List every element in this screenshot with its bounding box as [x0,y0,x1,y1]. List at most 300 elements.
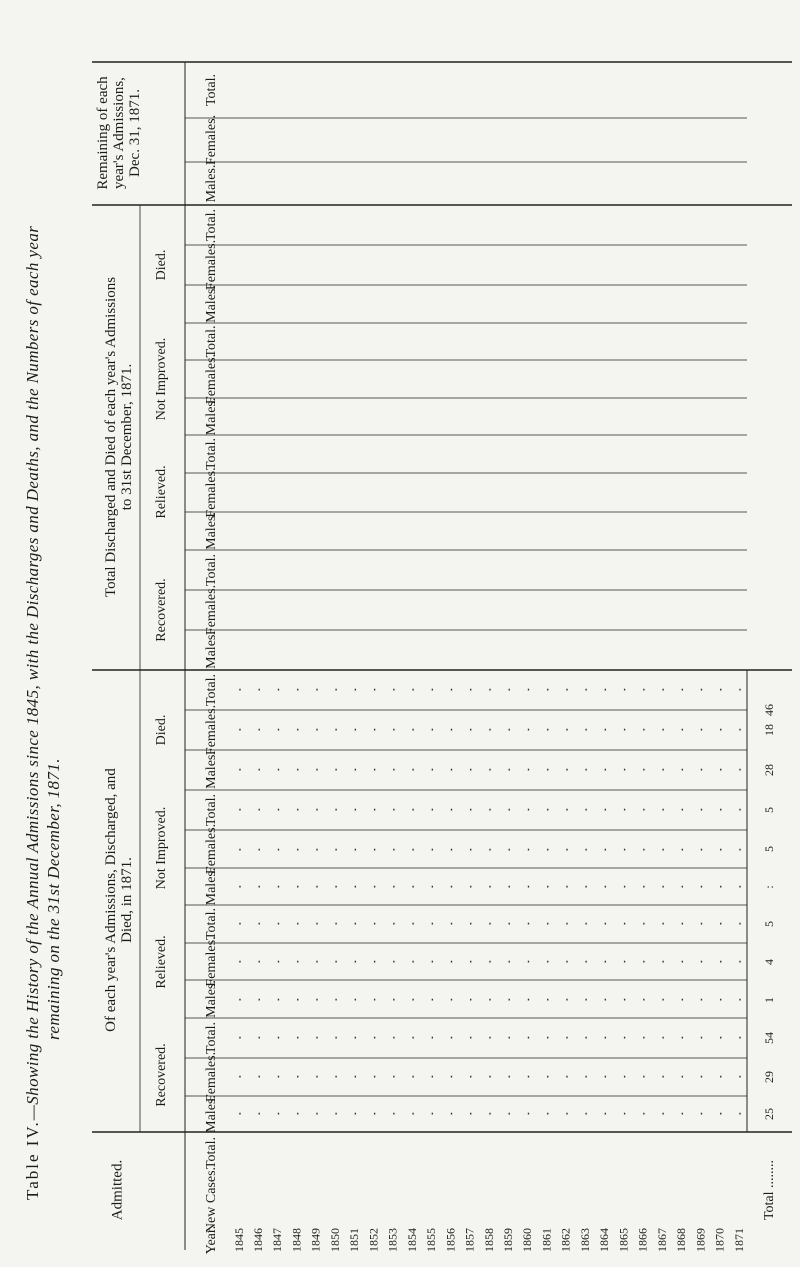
dot-leader: · [313,803,321,818]
dot-leader: · [621,683,629,698]
dot-leader: · [717,683,725,698]
dot-leader: · [659,993,667,1008]
dot-leader: · [640,1070,648,1085]
dot-leader: · [736,683,744,698]
females-col-label: Females. [204,584,220,636]
dot-leader: · [409,1107,417,1122]
dot-leader: · [582,880,590,895]
dot-leader: · [274,880,283,895]
dot-leader: · [332,723,340,738]
dot-leader: · [294,763,302,778]
dot-leader: · [371,803,379,818]
total-not-improved-males: : [761,885,776,889]
dot-leader: · [659,843,667,858]
dot-leader: · [351,880,359,895]
dot-leader: · [332,955,340,970]
dot-leader: · [601,763,609,778]
year-cell: 1849 [308,1228,323,1252]
dot-leader: · [274,723,283,738]
dot-leader: · [697,993,706,1008]
relieved-group-label: Relieved. [154,465,170,519]
dot-leader: · [467,993,475,1008]
females-col-label: Females. [204,114,220,166]
table-number: Table IV. [23,1120,42,1200]
total-col-label: Total. [204,907,220,941]
dot-leader: · [294,1107,302,1122]
dot-leader: · [582,843,590,858]
dot-leader: · [582,955,590,970]
total-not-improved-females: 5 [761,846,776,852]
dot-leader: · [390,803,398,818]
dot-leader: · [447,917,456,932]
dot-leader: · [255,843,263,858]
dot-leader: · [409,955,417,970]
dot-leader: · [524,917,533,932]
dot-leader: · [678,993,686,1008]
year-cell: 1871 [731,1228,746,1252]
dot-leader: · [255,955,263,970]
dot-leader: · [486,993,494,1008]
dot-leader: · [255,683,263,698]
dot-leader: · [621,917,629,932]
dot-leader: · [409,1031,417,1046]
dot-leader: · [390,843,398,858]
dot-leader: · [428,1107,436,1122]
dot-leader: · [524,1107,533,1122]
dot-leader: · [563,723,571,738]
dot-leader: · [486,880,494,895]
dot-leader: · [390,683,398,698]
dot-leader: · [505,993,513,1008]
dot-leader: · [313,917,321,932]
dot-leader: · [544,1031,552,1046]
dot-leader: · [563,955,571,970]
dot-leader: · [678,880,686,895]
total-col-label: Total. [204,1021,220,1055]
dot-leader: · [544,955,552,970]
dot-leader: · [640,880,648,895]
dot-leader: · [659,1031,667,1046]
dot-leader: · [313,880,321,895]
dot-leader: · [621,1031,629,1046]
year-cell: 1859 [500,1228,515,1252]
dot-leader: · [678,917,686,932]
total-col-label: Total. [204,208,220,242]
dot-leader: · [390,1107,398,1122]
dot-leader: · [736,723,744,738]
year-cell: 1861 [539,1228,554,1252]
dot-leader: · [351,1070,359,1085]
relieved-1871-group-label: Relieved. [154,935,170,989]
males-col-label: Males. [204,751,220,789]
dot-leader: · [524,723,533,738]
dot-leader: · [640,993,648,1008]
dot-leader: · [447,803,456,818]
dot-leader: · [736,1107,744,1122]
dot-leader: · [544,843,552,858]
dot-leader: · [274,763,283,778]
dot-leader: · [544,917,552,932]
dot-leader: · [390,1070,398,1085]
dot-leader: · [563,1070,571,1085]
dot-leader: · [467,803,475,818]
total-col-label: Total. [204,553,220,587]
remaining-header: Remaining of eachyear's Admissions,Dec. 31, 1871. [95,76,143,190]
year-cell: 1853 [385,1228,400,1252]
dot-leader: · [255,917,263,932]
dot-leader: · [601,880,609,895]
females-col-label: Females. [204,353,220,405]
total-relieved-males: 1 [761,997,776,1003]
males-col-label: Males. [204,397,220,436]
not-improved-group-label: Not Improved. [154,337,170,421]
dot-leader: · [717,993,725,1008]
males-col-label: Males. [204,512,220,550]
dot-leader: · [505,1031,513,1046]
dot-leader: · [640,723,648,738]
dot-leader: · [717,843,725,858]
dot-leader: · [274,1107,283,1122]
dot-leader: · [621,803,629,818]
dot-leader: · [371,993,379,1008]
year-cell: 1857 [462,1228,477,1252]
dot-leader: · [659,880,667,895]
dot-leader: · [736,993,744,1008]
dot-leader: · [274,1070,283,1085]
dot-leader: · [255,723,263,738]
dot-leader: · [236,917,244,932]
total-col-label: Total. [204,73,220,107]
dot-leader: · [428,803,436,818]
dot-leader: · [294,880,302,895]
dot-leader: · [678,1070,686,1085]
dot-leader: · [621,1070,629,1085]
dot-leader: · [505,843,513,858]
dot-leader: · [447,955,456,970]
dot-leader: · [505,880,513,895]
dot-leader: · [274,843,283,858]
dot-leader: · [467,955,475,970]
dot-leader: · [447,1070,456,1085]
dot-leader: · [467,1070,475,1085]
dot-leader: · [640,1107,648,1122]
dot-leader: · [390,993,398,1008]
dot-leader: · [717,1107,725,1122]
dot-leader: · [544,723,552,738]
dot-leader: · [294,1031,302,1046]
dot-leader: · [736,803,744,818]
dot-leader: · [447,843,456,858]
dot-leader: · [678,723,686,738]
dot-leader: · [351,683,359,698]
dot-leader: · [467,723,475,738]
dot-leader: · [294,683,302,698]
dot-leader: · [505,683,513,698]
dot-leader: · [390,763,398,778]
year-cell: 1855 [424,1228,439,1252]
dot-leader: · [524,955,533,970]
dot-leader: · [544,683,552,698]
recovered-group-label: Recovered. [154,578,170,642]
dot-leader: · [582,1031,590,1046]
total-discharged-header: Total Discharged and Died of each year's Admissionsto 31st December, 1871. [103,276,135,598]
dot-leader: · [447,683,456,698]
dot-leader: · [390,955,398,970]
dot-leader: · [447,1031,456,1046]
dot-leader: · [717,803,725,818]
dot-leader: · [390,723,398,738]
dot-leader: · [717,880,725,895]
females-col-label: Females. [204,823,220,875]
dot-leader: · [505,1107,513,1122]
dot-leader: · [428,880,436,895]
dot-leader: · [678,843,686,858]
dot-leader: · [255,1107,263,1122]
dot-leader: · [255,763,263,778]
dot-leader: · [313,1070,321,1085]
dot-leader: · [332,1031,340,1046]
dot-leader: · [601,803,609,818]
dot-leader: · [447,763,456,778]
males-col-label: Males. [204,631,220,669]
dot-leader: · [697,1107,706,1122]
dot-leader: · [601,723,609,738]
dot-leader: · [467,843,475,858]
dot-leader: · [582,993,590,1008]
dot-leader: · [409,917,417,932]
year-cell: 1845 [231,1228,246,1252]
total-died-males: 28 [761,764,776,776]
year-cell: 1848 [289,1228,304,1252]
dot-leader: · [236,683,244,698]
dot-leader: · [505,723,513,738]
total-col-label: Total. [204,325,220,358]
dot-leader: · [640,955,648,970]
dot-leader: · [255,803,263,818]
dot-leader: · [524,803,533,818]
dot-leader: · [313,683,321,698]
total-died-total: 46 [761,704,776,716]
dot-leader: · [544,1107,552,1122]
dot-leader: · [236,1031,244,1046]
dot-leader: · [601,1107,609,1122]
dot-leader: · [717,723,725,738]
dot-leader: · [505,803,513,818]
dot-leader: · [524,843,533,858]
dot-leader: · [659,1107,667,1122]
dot-leader: · [659,803,667,818]
year-cell: 1856 [443,1228,458,1252]
dot-leader: · [351,763,359,778]
dot-leader: · [582,917,590,932]
dot-leader: · [351,955,359,970]
dot-leader: · [294,843,302,858]
year-cell: 1847 [270,1228,285,1252]
dot-leader: · [351,1031,359,1046]
year-cell: 1860 [520,1228,535,1252]
dot-leader: · [659,917,667,932]
dot-leader: · [601,917,609,932]
died-1871-group-label: Died. [154,714,170,746]
dot-leader: · [736,1031,744,1046]
title-line-2: remaining on the 31st December, 1871. [44,758,63,1040]
dot-leader: · [313,955,321,970]
dot-leader: · [524,1070,533,1085]
dot-leader: · [409,1070,417,1085]
dot-leader: · [544,993,552,1008]
males-col-label: Males. [204,867,220,906]
dot-leader: · [447,1107,456,1122]
dot-leader: · [601,683,609,698]
dot-leader: · [371,955,379,970]
year-cell: 1870 [712,1228,727,1252]
dot-leader: · [582,723,590,738]
dot-leader: · [486,803,494,818]
total-col-label: Total. [204,437,220,471]
dot-leader: · [255,993,263,1008]
dot-leader: · [524,880,533,895]
dot-leader: · [274,955,283,970]
dot-leader: · [621,955,629,970]
dot-leader: · [524,993,533,1008]
dot-leader: · [332,880,340,895]
dot-leader: · [274,1031,283,1046]
dot-leader: · [563,803,571,818]
year-cell: 1865 [616,1228,631,1252]
dot-leader: · [236,993,244,1008]
dot-leader: · [236,1107,244,1122]
dot-leader: · [678,955,686,970]
dot-leader: · [659,763,667,778]
dot-leader: · [313,1107,321,1122]
total-recovered-females: 29 [761,1071,776,1083]
of-each-year-1871-header: Of each year's Admissions, Discharged, andDied, in 1871. [103,768,135,1032]
year-cell: 1863 [577,1228,592,1252]
dot-leader: · [582,763,590,778]
dot-leader: · [697,843,706,858]
dot-leader: · [313,723,321,738]
dot-leader: · [678,803,686,818]
females-col-label: Females. [204,704,220,756]
admitted-total-col-label: Total. [204,1136,220,1170]
dot-leader: · [582,683,590,698]
dot-leader: · [563,993,571,1008]
not-improved-1871-group-label: Not Improved. [154,806,170,890]
died-group-label: Died. [154,249,170,281]
dot-leader: · [697,723,706,738]
dot-leader: · [697,683,706,698]
dot-leader: · [409,723,417,738]
total-recovered-males: 25 [761,1108,776,1120]
dot-leader: · [621,763,629,778]
dot-leader: · [717,1031,725,1046]
dot-leader: · [717,763,725,778]
dot-leader: · [332,993,340,1008]
dot-leader: · [332,917,340,932]
dot-leader: · [640,683,648,698]
total-recovered-total: 54 [761,1032,776,1044]
year-cell: 1850 [327,1228,342,1252]
dot-leader: · [332,843,340,858]
year-col-label: Year. [204,1225,220,1255]
males-col-label: Males. [204,164,220,203]
dot-leader: · [736,880,744,895]
dot-leader: · [486,917,494,932]
dot-leader: · [601,955,609,970]
dot-leader: · [659,723,667,738]
dot-leader: · [409,763,417,778]
females-col-label: Females. [204,936,220,987]
dot-leader: · [236,763,244,778]
dot-leader: · [467,917,475,932]
dot-leader: · [428,1070,436,1085]
dot-leader: · [371,1031,379,1046]
total-relieved-total: 5 [761,921,776,927]
total-died-females: 18 [761,724,776,736]
dot-leader: · [467,683,475,698]
dot-leader: · [428,843,436,858]
dot-leader: · [736,763,744,778]
dot-leader: · [236,843,244,858]
dot-leader: · [621,1107,629,1122]
dot-leader: · [505,955,513,970]
dot-leader: · [640,763,648,778]
dot-leader: · [236,880,244,895]
males-col-label: Males. [204,980,220,1018]
dot-leader: · [313,843,321,858]
title-line-1: —Showing the History of the Annual Admissions since 1845, with the Discharges and Deaths, and the Numbers of each year [23,225,42,1121]
dot-leader: · [486,955,494,970]
dot-leader: · [640,1031,648,1046]
total-row-label: Total ........ [762,1159,778,1221]
dot-leader: · [505,1070,513,1085]
dot-leader: · [351,723,359,738]
dot-leader: · [390,917,398,932]
dot-leader: · [390,1031,398,1046]
dot-leader: · [697,1070,706,1085]
dot-leader: · [428,993,436,1008]
dot-leader: · [563,763,571,778]
total-col-label: Total. [204,793,220,827]
dot-leader: · [486,723,494,738]
dot-leader: · [371,1107,379,1122]
dot-leader: · [332,1107,340,1122]
dot-leader: · [274,803,283,818]
dot-leader: · [332,803,340,818]
recovered-1871-group-label: Recovered. [154,1043,170,1107]
dot-leader: · [236,723,244,738]
dot-leader: · [621,880,629,895]
dot-leader: · [255,1070,263,1085]
dot-leader: · [601,843,609,858]
dot-leader: · [582,1107,590,1122]
dot-leader: · [697,763,706,778]
dot-leader: · [524,1031,533,1046]
dot-leader: · [601,1070,609,1085]
dot-leader: · [371,723,379,738]
females-col-label: Females. [204,239,220,291]
dot-leader: · [371,880,379,895]
dot-leader: · [428,955,436,970]
dot-leader: · [313,1031,321,1046]
males-col-label: Males. [204,285,220,323]
dot-leader: · [486,843,494,858]
dot-leader: · [447,723,456,738]
year-cell: 1869 [693,1228,708,1252]
dot-leader: · [524,683,533,698]
year-cell: 1846 [250,1228,265,1252]
dot-leader: · [621,723,629,738]
